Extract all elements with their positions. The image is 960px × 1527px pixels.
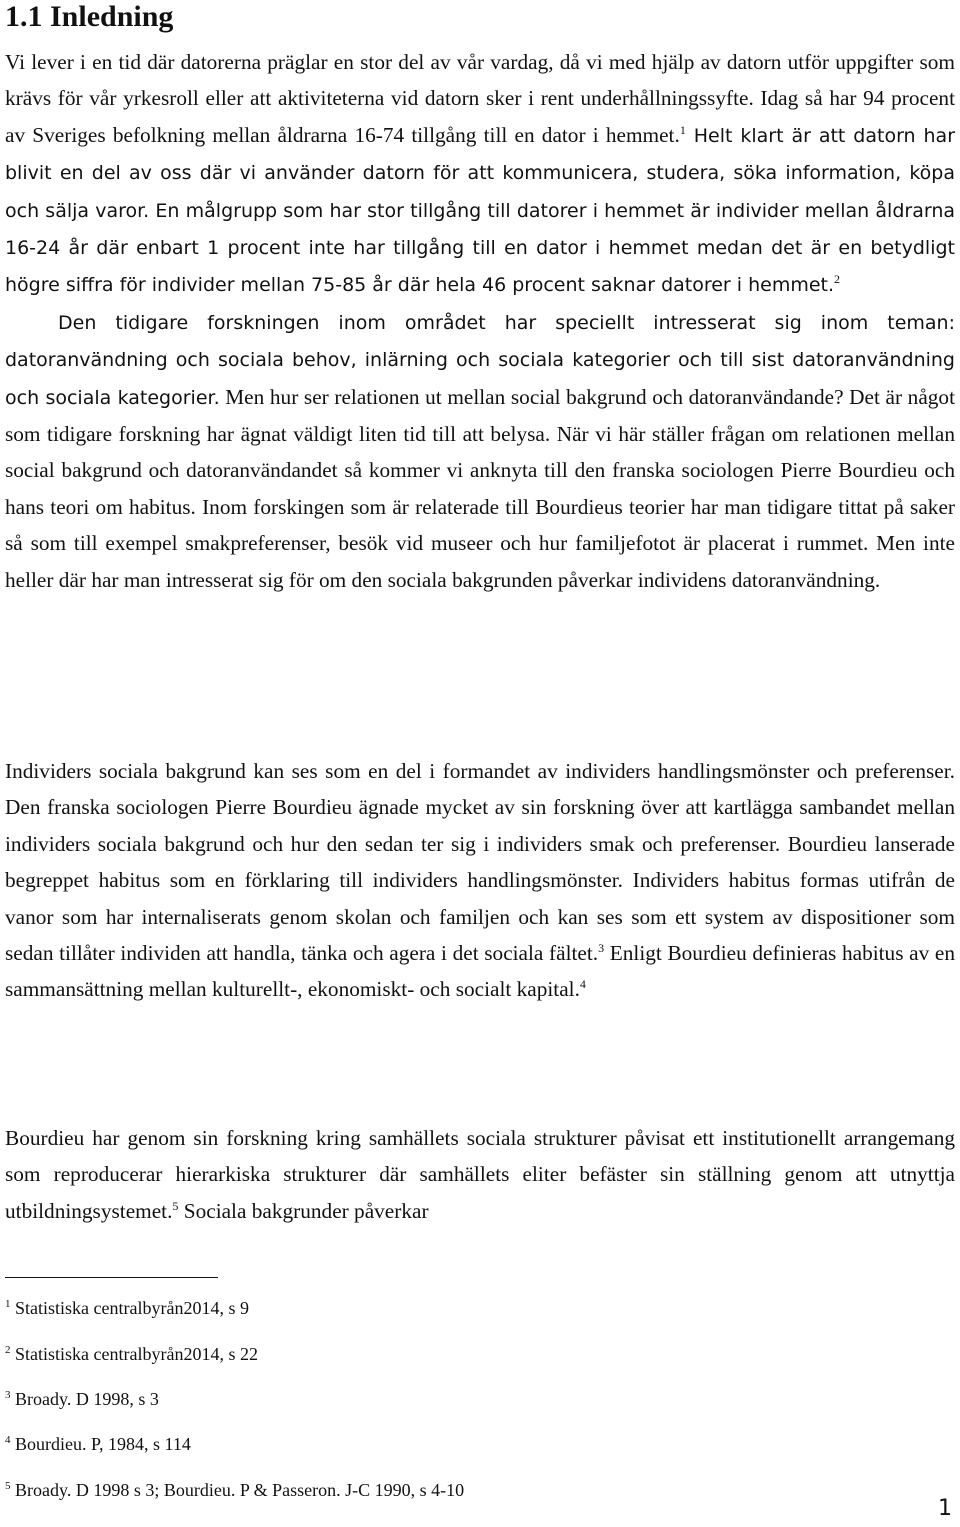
- paragraph-3: [5, 1120, 955, 1229]
- footnote-1: [5, 1298, 249, 1319]
- paragraph-3-text-a: Bourdieu har genom sin forskning kring samhällets sociala strukturer påvisat ett institutionellt arrangemang som reproducerar hierarkiska strukturer där samhällets eliter befäster sin ställning genom att utnyttja utbildningsystemet.: [5, 1126, 955, 1223]
- paragraph-1b-text-a: Den tidigare forskningen inom området har speciellt intresserat sig inom teman: datoranvändning och sociala behov, inlärning och sociala kategorier och till sist datoranvändning och sociala kategorier.: [5, 311, 955, 409]
- footnote-4: [5, 1434, 191, 1455]
- paragraph-1: [5, 44, 955, 304]
- page-number: 1: [938, 1496, 952, 1521]
- paragraph-1-text-c: Helt klart är att datorn har blivit en del av oss där vi använder datorn för att kommunicera, studera, söka information, köpa och sälja varor.: [5, 124, 956, 222]
- footnote-ref-5[interactable]: 5: [172, 1198, 179, 1213]
- intro-block: [5, 44, 955, 598]
- paragraph-1b: [5, 304, 955, 598]
- paragraph-1-text-a: Vi lever i en tid där datorerna präglar en stor del av vår vardag, då vi med hjälp av datorn utför uppgifter som krävs för vår yrkesroll eller att aktiviteterna vid datorn sker i rent underhållningssyfte. Idag så har 94 procent av Sveriges befolkning mellan åldrarna 16-74: [5, 50, 955, 147]
- footnote-number: 1: [5, 1298, 11, 1310]
- footnote-number: 5: [5, 1480, 11, 1492]
- footnote-text: Bourdieu. P, 1984, s 114: [15, 1434, 191, 1454]
- footnote-text: Broady. D 1998, s 3: [15, 1389, 159, 1409]
- section-heading: 1.1 Inledning: [5, 0, 174, 33]
- footnote-text: Statistiska centralbyrån2014, s 22: [15, 1344, 258, 1364]
- footnote-5: [5, 1480, 464, 1501]
- paragraph-1-text-d: En målgrupp som har stor tillgång till datorer i hemmet är individer mellan åldrarna 16-24 år där enbart 1 procent inte har tillgång till en dator i hemmet medan det är en betydligt högre siffra för individer mellan 75-85 år där hela 46 procent saknar datorer i hemmet.: [5, 199, 955, 297]
- footnote-separator: [5, 1277, 218, 1278]
- footnote-ref-1[interactable]: 1: [679, 122, 686, 137]
- footnote-3: [5, 1389, 159, 1410]
- footnote-number: 4: [5, 1434, 11, 1446]
- footnote-text: Broady. D 1998 s 3; Bourdieu. P & Passeron. J-C 1990, s 4-10: [15, 1480, 465, 1500]
- paragraph-3-text-b: Sociala bakgrunder påverkar: [178, 1198, 429, 1223]
- footnote-number: 2: [5, 1344, 11, 1356]
- paragraph-1-text-b: tillgång till en dator i hemmet.: [411, 122, 680, 147]
- footnote-ref-4[interactable]: 4: [579, 977, 586, 992]
- footnote-ref-2[interactable]: 2: [834, 272, 841, 287]
- footnote-text: Statistiska centralbyrån2014, s 9: [15, 1298, 249, 1318]
- paragraph-2: [5, 753, 955, 1008]
- footnote-number: 3: [5, 1389, 11, 1401]
- paragraph-2-text-b: Enligt Bourdieu definieras habitus av en sammansättning mellan kulturellt-, ekonomiskt- och socialt kapital.: [5, 941, 955, 1002]
- footnote-2: [5, 1344, 258, 1365]
- paragraph-1b-text-c: När vi här ställer frågan om relationen mellan social bakgrund och datoranvändandet så kommer vi anknyta till den franska sociologen Pierre Bourdieu och hans teori om habitus. Inom forskingen som är relaterade till Bourdieus teorier har man tidigare tittat på saker så som till exempel smakpreferenser, besök vid museer och hur familjefotot är placerat i rummet. Men inte heller där har man intresserat sig för om den sociala bakgrunden påverkar individens datoranvändning.: [5, 422, 955, 592]
- paragraph-2-text-a: Individers sociala bakgrund kan ses som en del i formandet av individers handlingsmönster och preferenser. Den franska sociologen Pierre Bourdieu ägnade mycket av sin forskning över att kartlägga sambandet mellan individers sociala bakgrund och hur den sedan ter sig i individers smak och preferenser. Bourdieu lanserade begreppet habitus som en förklaring till individers handlingsmönster. Individers habitus formas utifrån de vanor som har internaliserats genom skolan och familjen och kan ses som ett system av dispositioner som sedan tillåter individen att handla, tänka och agera i det sociala fältet.: [5, 759, 955, 966]
- footnote-ref-3[interactable]: 3: [598, 940, 605, 955]
- paragraph-1b-text-b: Men hur ser relationen ut mellan social bakgrund och datoranvändande? Det är något som tidigare forskning har ägnat väldigt liten tid till att belysa.: [5, 384, 955, 447]
